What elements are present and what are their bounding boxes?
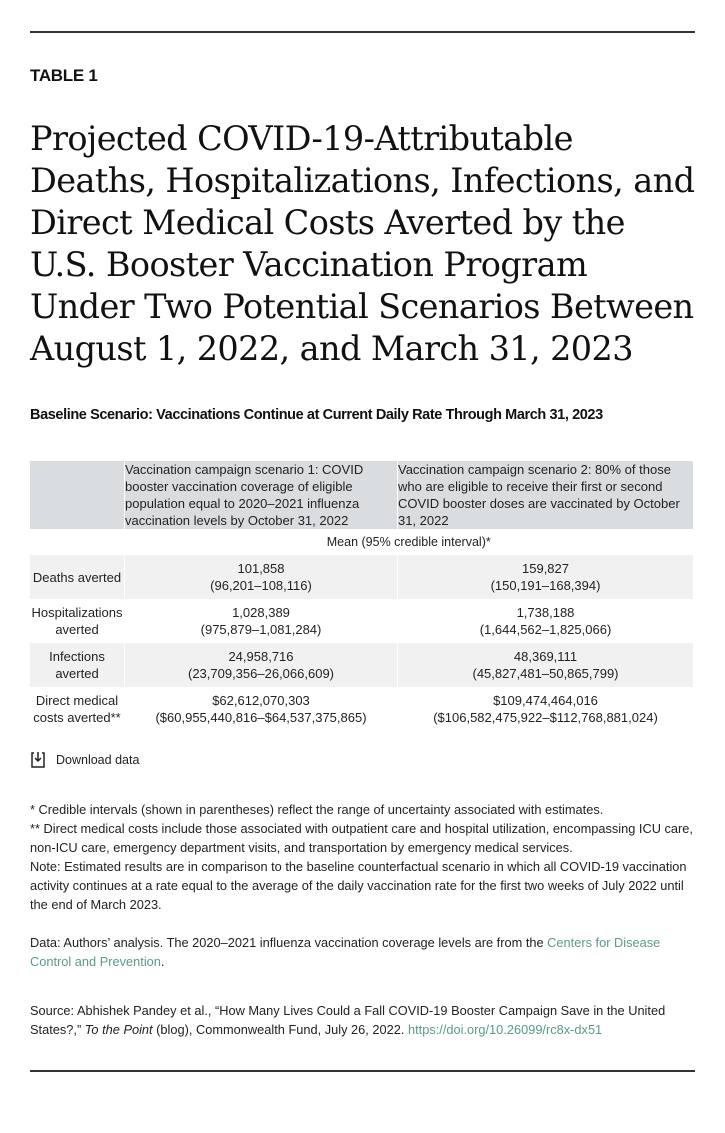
download-data-label: Download data	[56, 752, 140, 767]
row-label: Direct medical costs averted**	[30, 687, 125, 731]
mean-label: Mean (95% credible interval)*	[326, 535, 491, 549]
table-row	[30, 555, 693, 599]
data-source-suffix: .	[160, 954, 165, 969]
mean-value: 1,738,188	[516, 605, 575, 620]
scenario-2-value	[398, 643, 694, 687]
bottom-rule	[30, 1070, 695, 1072]
download-icon	[30, 751, 46, 768]
row-label: Deaths averted	[30, 555, 125, 599]
table-header-row	[30, 461, 693, 529]
page-title: Projected COVID-19-Attributable Deaths, Hospitalizations, Infections, and Direct Medical Costs Averted by the U.S. Booster Vaccination Program Under Two Potential Scenarios Between August 1, 2022, and March 31, 2023	[30, 119, 695, 368]
table-row	[30, 599, 693, 643]
header-scenario-1: Vaccination campaign scenario 1: COVID booster vaccination coverage of eligible population equal to 2020–2021 influenza vaccination levels by October 31, 2022	[125, 461, 398, 529]
credible-interval: (45,827,481–50,865,799)	[472, 666, 619, 681]
credible-interval: (975,879–1,081,284)	[200, 622, 322, 637]
download-data-button[interactable]	[30, 751, 139, 768]
scenario-subtitle: Baseline Scenario: Vaccinations Continue at Current Daily Rate Through March 31, 2023	[30, 407, 603, 423]
medical-costs-note: ** Direct medical costs include those associated with outpatient care and hospital utilization, encompassing ICU care, non-ICU care, emergency department visits, and transportation by emergency medical services.	[30, 821, 693, 855]
credible-interval: (96,201–108,116)	[210, 578, 312, 593]
scenario-1-value	[125, 555, 398, 599]
results-table	[30, 461, 693, 731]
mean-value: 159,827	[522, 561, 569, 576]
table-label: TABLE 1	[30, 66, 98, 85]
row-label: Hospitalizations averted	[30, 599, 125, 643]
mean-value: 101,858	[237, 561, 285, 576]
scenario-2-value	[398, 555, 694, 599]
header-blank-cell	[30, 461, 125, 529]
top-rule	[30, 31, 695, 33]
credible-interval: (23,709,356–26,066,609)	[187, 666, 334, 681]
source-text: Source: Abhishek Pandey et al., “How Many Lives Could a Fall COVID-19 Booster Campaign Save in the United States?,”	[30, 1003, 666, 1037]
baseline-note: Note: Estimated results are in comparison to the baseline counterfactual scenario in which all COVID-19 vaccination activity continues at a rate equal to the average of the daily vaccination rate for the first two weeks of July 2022 until the end of March 2023.	[30, 859, 687, 912]
credible-interval-note: * Credible intervals (shown in parentheses) reflect the range of uncertainty associated with estimates.	[30, 802, 604, 817]
scenario-2-value	[398, 599, 694, 643]
mean-value: $109,474,464,016	[493, 693, 598, 708]
mean-value: 48,369,111	[513, 649, 578, 664]
cdc-link[interactable]: Centers for Disease Control and Prevention	[30, 935, 661, 969]
scenario-1-value	[125, 643, 398, 687]
blog-title: To the Point	[84, 1022, 153, 1037]
row-label: Infections averted	[30, 643, 125, 687]
table-row	[30, 643, 693, 687]
table-row	[30, 687, 693, 731]
scenario-1-value	[125, 687, 398, 731]
header-scenario-2: Vaccination campaign scenario 2: 80% of those who are eligible to receive their first or second COVID booster doses are vaccinated by October 31, 2022	[398, 461, 694, 529]
doi-link[interactable]: https://doi.org/10.26099/rc8x-dx51	[407, 1022, 603, 1037]
mean-value: 1,028,389	[232, 605, 290, 620]
source-publisher: (blog), Commonwealth Fund, July 26, 2022.	[152, 1022, 408, 1037]
credible-interval: ($106,582,475,922–$112,768,881,024)	[433, 710, 658, 725]
source-citation	[30, 1001, 700, 1039]
data-source	[30, 933, 700, 971]
credible-interval: ($60,955,440,816–$64,537,375,865)	[155, 710, 367, 725]
mean-label-blank	[30, 529, 125, 555]
mean-value: 24,958,716	[228, 649, 294, 664]
credible-interval: (1,644,562–1,825,066)	[479, 622, 612, 637]
scenario-1-value	[125, 599, 398, 643]
table-notes	[30, 800, 700, 914]
mean-label-row	[30, 529, 693, 555]
mean-value: $62,612,070,303	[212, 693, 310, 708]
data-source-text: Data: Authors’ analysis. The 2020–2021 influenza vaccination coverage levels are from the	[30, 935, 548, 950]
credible-interval: (150,191–168,394)	[490, 578, 601, 593]
scenario-2-value	[398, 687, 694, 731]
